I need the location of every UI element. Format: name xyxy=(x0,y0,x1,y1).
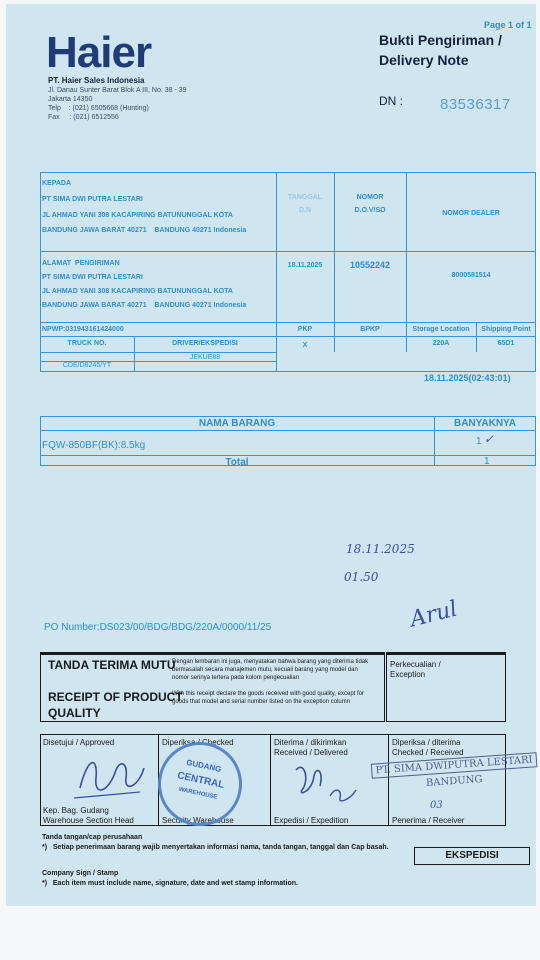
approved-label: Disetujui / Approved xyxy=(43,738,115,747)
checked-received-label: Diperiksa / diterima Checked / Received xyxy=(392,738,464,757)
shipping-address-2: BANDUNG JAWA BARAT 40271 BANDUNG 40271 Indonesia xyxy=(42,302,247,309)
handwritten-time: 01.50 xyxy=(344,570,379,584)
recipient-name: PT SIMA DWI PUTRA LESTARI xyxy=(42,196,143,203)
note-en: *) Each item must include name, signature, date and wet stamp information. xyxy=(42,880,298,887)
approved-signature xyxy=(70,748,150,804)
qty-tick-mark: ✓ xyxy=(484,432,495,446)
note-id: *) Setiap penerimaan barang wajib menyertakan informasi nama, tanda tangan, tanggal dan Cap basah. xyxy=(42,844,389,851)
stamp-warehouse: WAREHOUSE xyxy=(178,786,218,801)
dn-date: 18.11.2025 xyxy=(287,262,323,269)
po-number: PO Number:DS023/00/BDG/BDG/220A/0000/11/25 xyxy=(44,622,272,633)
pkp-value: X xyxy=(302,342,308,349)
recipient-address-2: BANDUNG JAWA BARAT 40271 BANDUNG 40271 Indonesia xyxy=(42,227,247,234)
company-address-2: Jakarta 14350 xyxy=(48,96,93,103)
receipt-title-en-2: QUALITY xyxy=(48,706,101,720)
col-tanggal: TANGGAL D.N xyxy=(287,194,323,214)
security-label: Security Warehouse xyxy=(162,816,234,825)
receipt-text-en: With this receipt declare the goods received with good quality, except for goods that model and serial number listed on the exception column xyxy=(172,691,364,705)
total-label: Total xyxy=(225,457,249,468)
company-fax: Fax : (021) 6512556 xyxy=(48,114,119,121)
company-stamp-line1: PT. SIMA DWIPUTRA LESTARI xyxy=(371,752,538,779)
receiver-handwriting: 03 xyxy=(430,800,443,811)
shipping-point-label: Shipping Point xyxy=(481,326,531,333)
storage-value: 220A xyxy=(432,340,450,347)
page-indicator: Page 1 of 1 xyxy=(484,20,532,30)
delivered-signature xyxy=(290,756,370,806)
receiver-label: Penerima / Receiver xyxy=(392,816,465,825)
shipping-name: PT SIMA DWI PUTRA LESTARI xyxy=(42,274,143,281)
shipping-point-value: 65D1 xyxy=(497,340,515,347)
shipping-label: ALAMAT PENGIRIMAN xyxy=(42,260,120,267)
copy-label: EKSPEDISI xyxy=(414,847,530,865)
col-nomor: NOMOR D.O.V/SO xyxy=(354,194,386,214)
truck-number: CDE/D8245/YT xyxy=(62,362,112,369)
company-phone: Telp : (021) 6505668 (Hunting) xyxy=(48,105,149,112)
dn-label: DN : xyxy=(379,94,403,108)
col-dealer: NOMOR DEALER xyxy=(442,210,500,217)
col-item-qty: BANYAKNYA xyxy=(453,418,517,429)
doc-title-line2: Delivery Note xyxy=(379,52,469,68)
driver-name: JEKUE88 xyxy=(189,354,221,361)
handwritten-signature: Arul xyxy=(407,596,460,633)
storage-label: Storage Location xyxy=(412,326,470,333)
expedition-label: Expedisi / Expedition xyxy=(274,816,349,825)
npwp: NPWP:031943161424000 xyxy=(42,326,124,333)
receipt-title-id: TANDA TERIMA MUTU xyxy=(48,658,176,672)
company-stamp-line2: BANDUNG xyxy=(425,774,483,789)
dealer-number: 8000581514 xyxy=(451,272,491,279)
checked-label: Diperiksa / Checked xyxy=(162,738,234,747)
item-name: FQW-850BF(BK):8.5kg xyxy=(42,440,146,451)
total-value: 1 xyxy=(484,456,490,467)
sign-stamp-en: Company Sign / Stamp xyxy=(42,870,119,877)
recipient-address-1: JL AHMAD YANI 308 KACAPIRING BATUNUNGGAL KOTA xyxy=(42,212,233,219)
company-address-1: Jl. Danau Sunter Barat Blok A III, No. 38 - 39 xyxy=(48,87,187,94)
sign-stamp-id: Tanda tangan/cap perusahaan xyxy=(42,834,143,841)
delivered-label: Diterima / dikirimkan Received / Delivered xyxy=(274,738,348,757)
bpkp-label: BPKP xyxy=(360,326,380,333)
company-name: PT. Haier Sales Indonesia xyxy=(48,76,145,85)
recipient-label: KEPADA xyxy=(42,180,72,187)
item-qty: 1 xyxy=(476,436,482,447)
stamp-central: CENTRAL xyxy=(176,770,226,791)
doc-title-line1: Bukti Pengiriman / xyxy=(379,32,502,48)
pkp-label: PKP xyxy=(297,326,313,333)
order-number: 10552242 xyxy=(349,260,391,270)
dn-number: 83536317 xyxy=(440,96,511,113)
receipt-title-en-1: RECEIPT OF PRODUCT xyxy=(48,690,183,704)
stamp-gudang: GUDANG xyxy=(185,757,223,775)
receipt-text-id: Dengan lembaran ini juga, menyatakan bahwa barang yang diterima tidak bermasalah secara manajemen mutu, kecuali barang yang model dan nomor serinya tertera pada kolom pengecualian xyxy=(172,659,369,681)
haier-logo: Haier xyxy=(46,28,152,77)
driver-label: DRIVER/EKSPEDISI xyxy=(172,340,238,347)
print-timestamp: 18.11.2025(02:43:01) xyxy=(424,373,511,383)
exception-label: Perkecualian / Exception xyxy=(390,660,441,679)
col-item-name: NAMA BARANG xyxy=(198,418,276,429)
shipping-address-1: JL AHMAD YANI 308 KACAPIRING BATUNUNGGAL KOTA xyxy=(42,288,233,295)
handwritten-date: 18.11.2025 xyxy=(346,542,415,556)
delivery-note-paper xyxy=(6,4,536,906)
truck-label: TRUCK NO. xyxy=(67,340,107,347)
warehouse-head-label: Kep. Bag. Gudang Warehouse Section Head xyxy=(43,806,134,825)
